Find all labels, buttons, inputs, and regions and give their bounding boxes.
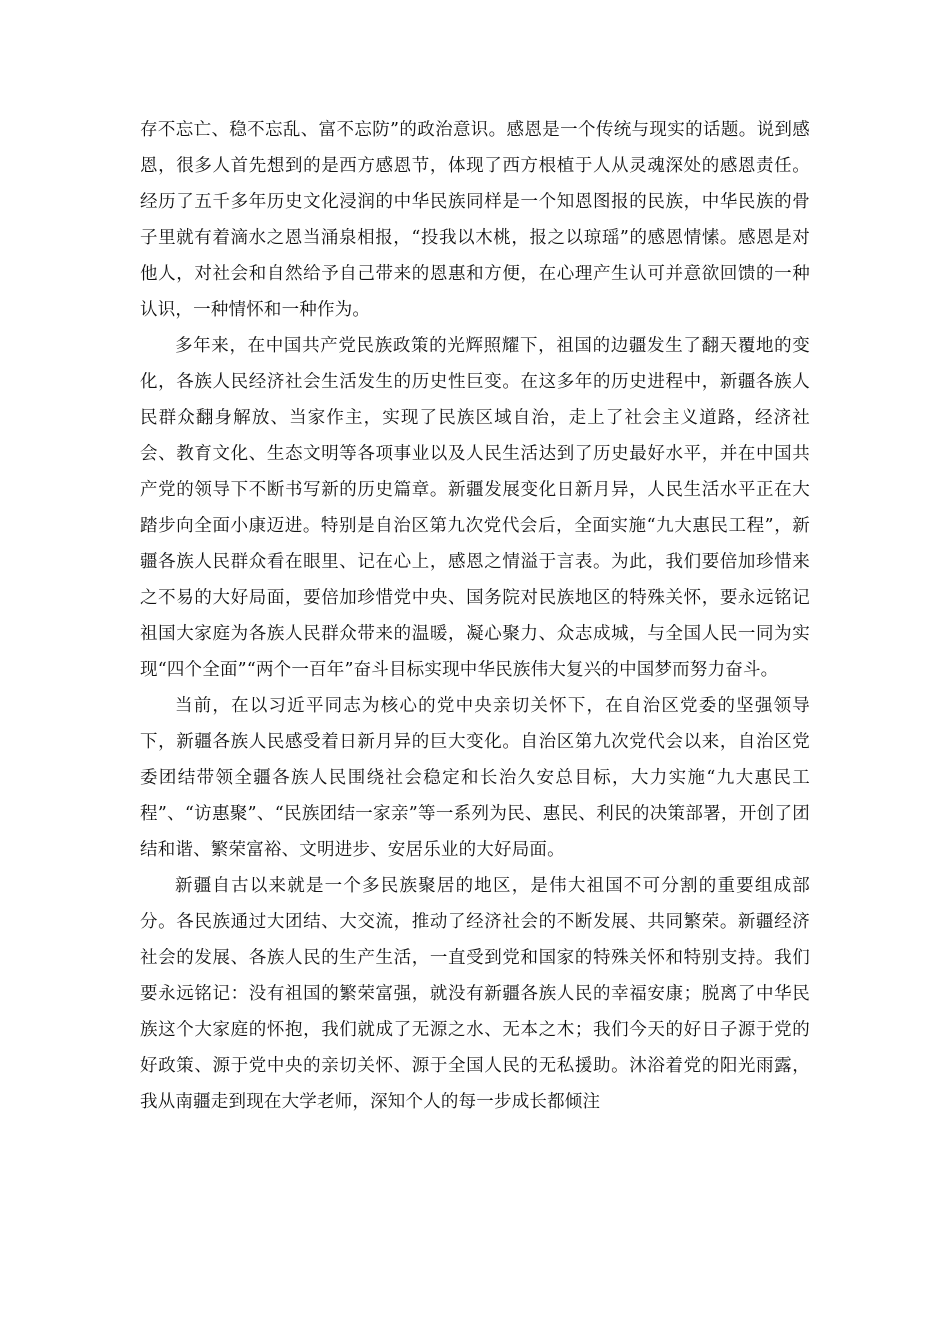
paragraph: 多年来，在中国共产党民族政策的光辉照耀下，祖国的边疆发生了翻天覆地的变化，各族人民经济社会生活发生的历史性巨变。在这多年的历史进程中，新疆各族人民群众翻身解放、当家作主，实现了民族区域自治，走上了社会主义道路，经济社会、教育文化、生态文明等各项事业以及人民生活达到了历史最好水平，并在中国共产党的领导下不断书写新的历史篇章。新疆发展变化日新月异，人民生活水平正在大踏步向全面小康迈进。特别是自治区第九次党代会后，全面实施“九大惠民工程”，新疆各族人民群众看在眼里、记在心上，感恩之情溢于言表。为此，我们要倍加珍惜来之不易的大好局面，要倍加珍惜党中央、国务院对民族地区的特殊关怀，要永远铭记祖国大家庭为各族人民群众带来的温暖，凝心聚力、众志成城，与全国人民一同为实现“四个全面”“两个一百年”奋斗目标实现中华民族伟大复兴的中国梦而努力奋斗。 — [140, 336, 810, 680]
paragraph-continued: 存不忘亡、稳不忘乱、富不忘防”的政治意识。感恩是一个传统与现实的话题。说到感恩，很多人首先想到的是西方感恩节，体现了西方根植于人从灵魂深处的感恩责任。经历了五千多年历史文化浸润的中华民族同样是一个知恩图报的民族，中华民族的骨子里就有着滴水之恩当涌泉相报，“投我以木桃，报之以琼瑶”的感恩情愫。感恩是对他人，对社会和自然给予自己带来的恩惠和方便，在心理产生认可并意欲回馈的一种认识，一种情怀和一种作为。 — [140, 120, 810, 320]
paragraph: 当前，在以习近平同志为核心的党中央亲切关怀下，在自治区党委的坚强领导下，新疆各族人民感受着日新月异的巨大变化。自治区第九次党代会以来，自治区党委团结带领全疆各族人民围绕社会稳定和长治久安总目标，大力实施“九大惠民工程”、“访惠聚”、“民族团结一家亲”等一系列为民、惠民、利民的决策部署，开创了团结和谐、繁荣富裕、文明进步、安居乐业的大好局面。 — [140, 696, 810, 860]
document-body — [140, 112, 810, 1120]
paragraph: 新疆自古以来就是一个多民族聚居的地区，是伟大祖国不可分割的重要组成部分。各民族通过大团结、大交流，推动了经济社会的不断发展、共同繁荣。新疆经济社会的发展、各族人民的生产生活，一直受到党和国家的特殊关怀和特别支持。我们要永远铭记：没有祖国的繁荣富强，就没有新疆各族人民的幸福安康；脱离了中华民族这个大家庭的怀抱，我们就成了无源之水、无本之木；我们今天的好日子源于党的好政策、源于党中央的亲切关怀、源于全国人民的无私援助。沐浴着党的阳光雨露，我从南疆走到现在大学老师，深知个人的每一步成长都倾注 — [140, 876, 810, 1112]
